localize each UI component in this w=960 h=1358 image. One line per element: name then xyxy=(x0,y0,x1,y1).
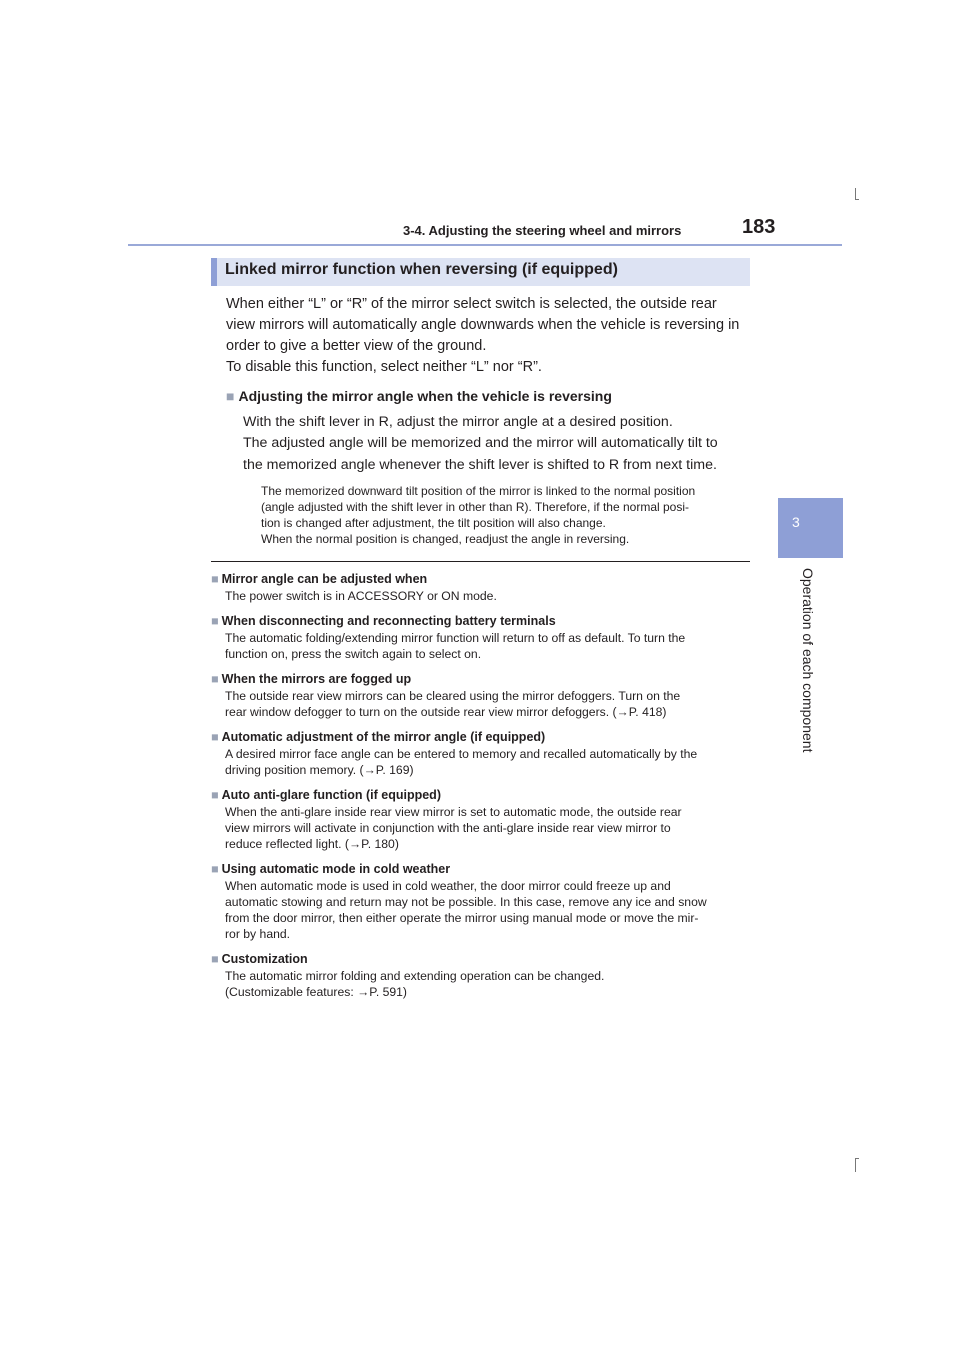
small-note-line: When the normal position is changed, readjust the angle in reversing. xyxy=(261,532,630,546)
note-line: When automatic mode is used in cold weather, the door mirror could freeze up and xyxy=(225,879,671,893)
note-title: Mirror angle can be adjusted when xyxy=(221,572,428,586)
square-bullet-icon: ■ xyxy=(211,672,219,686)
paragraph-line: order to give a better view of the ground. xyxy=(226,338,487,354)
note-line: The automatic mirror folding and extending operation can be changed. xyxy=(225,969,605,983)
note-line: function on, press the switch again to select on. xyxy=(225,647,482,661)
note-item xyxy=(211,612,751,662)
note-line: A desired mirror face angle can be entered to memory and recalled automatically by the xyxy=(225,747,698,761)
subsection-heading xyxy=(226,388,612,404)
note-heading xyxy=(211,670,751,688)
chapter-title: Operation of each component xyxy=(800,568,816,753)
note-line: rear window defogger to turn on the outside rear view mirror defoggers. (→P. 418) xyxy=(225,705,667,719)
note-line: ror by hand. xyxy=(225,927,291,941)
note-heading xyxy=(211,786,751,804)
note-heading xyxy=(211,860,751,878)
note-title: When the mirrors are fogged up xyxy=(221,672,412,686)
section-heading-accent xyxy=(211,258,217,286)
note-title: Using automatic mode in cold weather xyxy=(221,862,451,876)
subsection-title: Adjusting the mirror angle when the vehicle is reversing xyxy=(238,388,612,404)
subsection-line: The adjusted angle will be memorized and the mirror will automatically tilt to xyxy=(243,435,718,451)
square-bullet-icon: ■ xyxy=(211,952,219,966)
note-line: The automatic folding/extending mirror function will return to off as default. To turn the xyxy=(225,631,686,645)
note-line: When the anti-glare inside rear view mirror is set to automatic mode, the outside rear xyxy=(225,805,682,819)
note-line: (Customizable features: →P. 591) xyxy=(225,985,407,999)
small-note-line: The memorized downward tilt position of the mirror is linked to the normal position xyxy=(261,484,696,498)
note-line: The power switch is in ACCESSORY or ON mode. xyxy=(225,589,497,603)
note-line: reduce reflected light. (→P. 180) xyxy=(225,837,399,851)
crop-mark-bottom xyxy=(855,1158,856,1172)
note-item xyxy=(211,670,751,720)
paragraph-line: To disable this function, select neither “L” nor “R”. xyxy=(226,359,542,375)
note-line: from the door mirror, then either operate the mirror using manual mode or move the mir- xyxy=(225,911,699,925)
page-number: 183 xyxy=(742,216,776,238)
square-bullet-icon: ■ xyxy=(226,388,235,404)
note-heading xyxy=(211,612,751,630)
small-note-line: tion is changed after adjustment, the tilt position will also change. xyxy=(261,516,606,530)
section-heading-bar xyxy=(211,258,750,286)
square-bullet-icon: ■ xyxy=(211,730,219,744)
note-heading xyxy=(211,728,751,746)
crop-mark-bottom-foot xyxy=(855,1158,859,1159)
note-line: view mirrors will activate in conjunction with the anti-glare inside rear view mirror to xyxy=(225,821,671,835)
note-item xyxy=(211,786,751,852)
note-line: automatic stowing and return may not be possible. In this case, remove any ice and snow xyxy=(225,895,707,909)
note-line: The outside rear view mirrors can be cleared using the mirror defoggers. Turn on the xyxy=(225,689,681,703)
chapter-number: 3 xyxy=(792,514,800,530)
section-heading: Linked mirror function when reversing (if equipped) xyxy=(225,261,618,278)
square-bullet-icon: ■ xyxy=(211,614,219,628)
note-heading xyxy=(211,570,751,588)
note-title: Customization xyxy=(221,952,308,966)
header-section-title: 3-4. Adjusting the steering wheel and mirrors xyxy=(403,223,682,238)
header-rule xyxy=(128,244,842,246)
subsection-line: With the shift lever in R, adjust the mirror angle at a desired position. xyxy=(243,414,673,430)
note-title: Auto anti-glare function (if equipped) xyxy=(221,788,441,802)
note-line: driving position memory. (→P. 169) xyxy=(225,763,414,777)
note-title: Automatic adjustment of the mirror angle (if equipped) xyxy=(221,730,546,744)
chapter-tab xyxy=(778,498,843,558)
note-item xyxy=(211,860,751,942)
note-item xyxy=(211,950,751,1000)
note-heading xyxy=(211,950,751,968)
crop-mark-top-foot xyxy=(855,199,859,200)
note-item xyxy=(211,728,751,778)
note-title: When disconnecting and reconnecting battery terminals xyxy=(221,614,556,628)
paragraph-line: When either “L” or “R” of the mirror select switch is selected, the outside rear xyxy=(226,296,717,312)
square-bullet-icon: ■ xyxy=(211,862,219,876)
subsection-line: the memorized angle whenever the shift lever is shifted to R from next time. xyxy=(243,457,717,473)
paragraph-line: view mirrors will automatically angle downwards when the vehicle is reversing in xyxy=(226,317,740,333)
square-bullet-icon: ■ xyxy=(211,572,219,586)
section-divider xyxy=(211,561,750,562)
square-bullet-icon: ■ xyxy=(211,788,219,802)
small-note-line: (angle adjusted with the shift lever in other than R). Therefore, if the normal posi- xyxy=(261,500,689,514)
note-item xyxy=(211,570,751,604)
